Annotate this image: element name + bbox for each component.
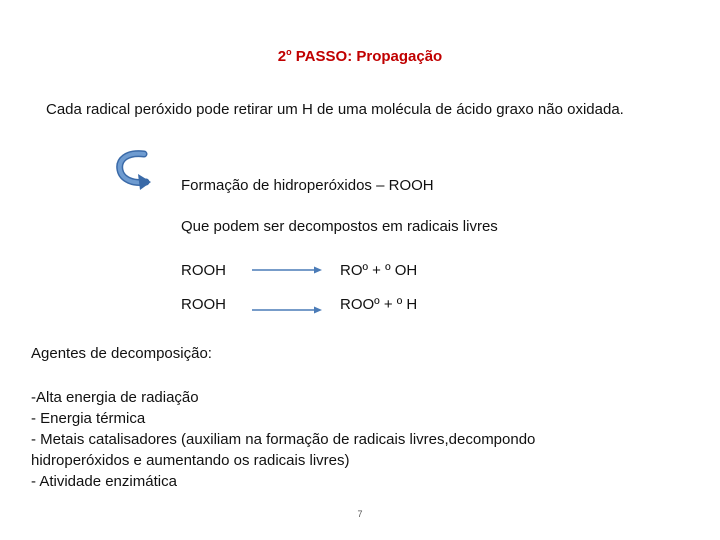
title-text: PASSO: Propagação xyxy=(291,48,443,65)
list-item: - Atividade enzimática xyxy=(31,473,177,490)
title-number: 2 xyxy=(277,48,287,65)
reaction-2-reactant: ROOH xyxy=(181,296,226,313)
agents-list xyxy=(31,387,535,492)
list-item: -Alta energia de radiação xyxy=(31,389,199,406)
reaction-2-products: ROOº + º H xyxy=(340,296,418,313)
reaction-arrow-icon xyxy=(252,305,322,315)
list-item: hidroperóxidos e aumentando os radicais livres) xyxy=(31,452,350,469)
page-number: 7 xyxy=(357,509,363,519)
title-superscript: o xyxy=(286,47,292,57)
reaction-1-reactant: ROOH xyxy=(181,262,226,279)
list-item: - Metais catalisadores (auxiliam na formação de radicais livres,decompondo xyxy=(31,431,536,448)
list-item: - Energia térmica xyxy=(31,410,146,427)
slide-title xyxy=(0,47,720,65)
reaction-arrow-icon xyxy=(252,265,322,275)
curved-arrow-icon xyxy=(114,150,152,192)
decomposition-line: Que podem ser decompostos em radicais livres xyxy=(181,218,498,235)
reaction-1-products: ROº + º OH xyxy=(340,262,418,279)
intro-paragraph: Cada radical peróxido pode retirar um H de uma molécula de ácido graxo não oxidada. xyxy=(46,101,624,118)
formation-line: Formação de hidroperóxidos – ROOH xyxy=(181,177,434,194)
agents-heading: Agentes de decomposição: xyxy=(31,345,212,362)
